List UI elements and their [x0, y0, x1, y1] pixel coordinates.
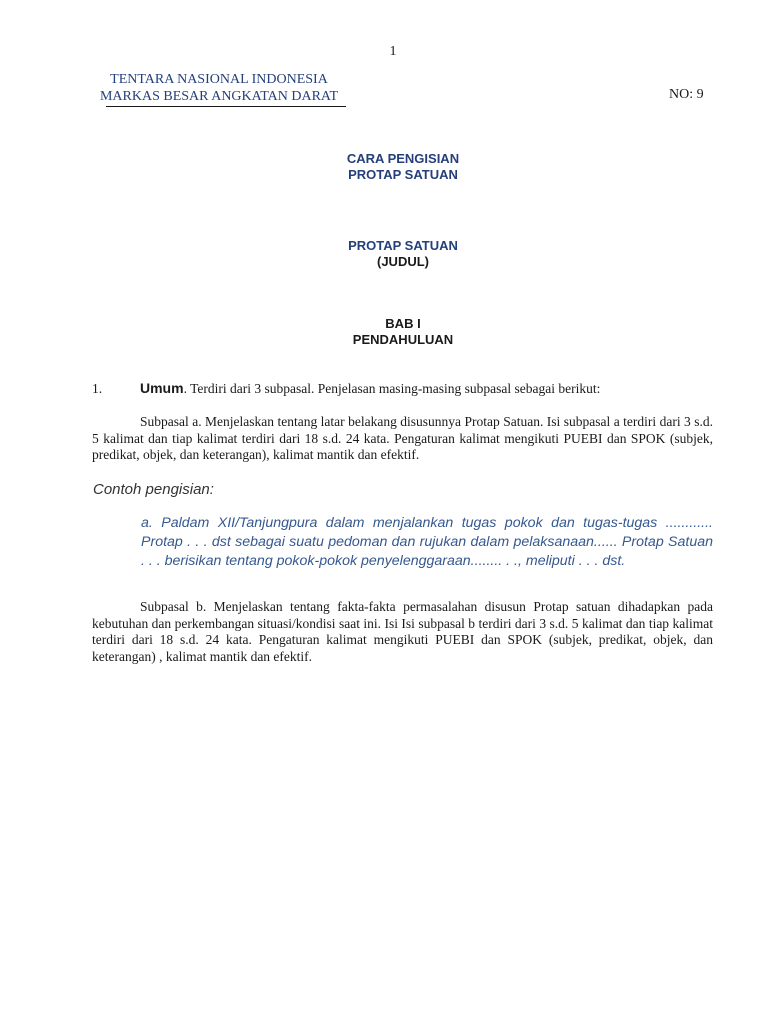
chapter-heading [0, 316, 768, 348]
subtitle-line-1: PROTAP SATUAN [348, 238, 458, 253]
section-intro: . Terdiri dari 3 subpasal. Penjelasan masing-masing subpasal sebagai berikut: [183, 381, 601, 396]
section-1-heading [92, 380, 713, 398]
chapter-line-1: BAB I [385, 316, 421, 331]
subpasal-a-paragraph: Subpasal a. Menjelaskan tentang latar belakang disusunnya Protap Satuan. Isi subpasal a terdiri dari 3 s.d. 5 kalimat dan tiap kalimat terdiri dari 18 s.d. 24 kata. Pengaturan kalimat mengikuti PUEBI dan SPOK (subjek, predikat, objek, dan keterangan), kalimat mantik dan efektif. [92, 414, 713, 463]
org-line-1: TENTARA NASIONAL INDONESIA [110, 72, 328, 87]
example-text: a. Paldam XII/Tanjungpura dalam menjalankan tugas pokok dan tugas-tugas ............ Protap . . . dst sebagai suatu pedoman dan rujukan dalam pelaksanaan...... Protap Satuan . . . berisikan tentang pokok-pokok penyelenggaraan........ . ., meliputi . . . dst. [141, 515, 713, 569]
title-line-2: PROTAP SATUAN [348, 167, 458, 182]
example-label: Contoh pengisian: [93, 481, 214, 498]
title-line-1: CARA PENGISIAN [346, 151, 460, 166]
document-title [0, 151, 768, 183]
organization-header [92, 71, 346, 105]
protap-title [0, 238, 768, 270]
section-title: Umum [140, 380, 184, 396]
org-line-2: MARKAS BESAR ANGKATAN DARAT [99, 89, 339, 104]
page-number: 1 [389, 44, 397, 59]
document-number: NO: 9 [669, 87, 704, 102]
chapter-line-2: PENDAHULUAN [352, 332, 454, 347]
header-underline [106, 106, 346, 107]
subtitle-line-2: (JUDUL) [377, 254, 429, 269]
subpasal-b-paragraph: Subpasal b. Menjelaskan tentang fakta-fakta permasalahan disusun Protap satuan dihadapkan pada kebutuhan dan perkembangan situasi/kondisi saat ini. Isi Isi subpasal b terdiri dari 3 s.d. 5 kalimat dan tiap kalimat terdiri dari 18 s.d. 24 kata. Pengaturan kalimat mengikuti PUEBI dan SPOK (subjek, predikat, objek, dan keterangan) , kalimat mantik dan efektif. [92, 599, 713, 664]
section-number: 1. [92, 381, 103, 396]
